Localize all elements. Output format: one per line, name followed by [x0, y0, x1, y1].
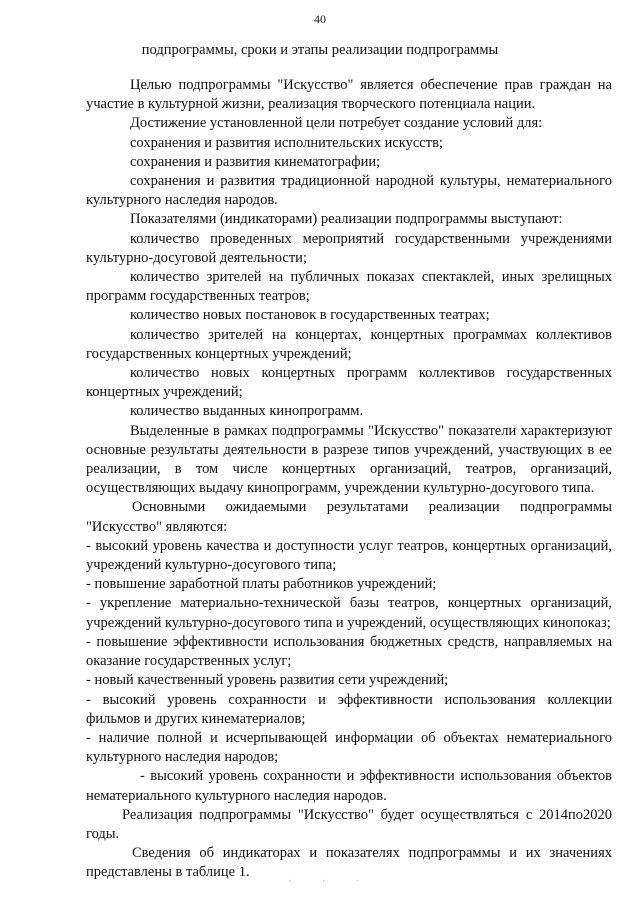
list-item: количество новых постановок в государственных театрах; — [130, 307, 490, 324]
list-item: сохранения и развития исполнительских искусств; — [130, 134, 443, 151]
list-item: количество зрителей на концертах, концертных программах коллективов государственных концертных учреждений; — [86, 326, 612, 362]
page-number: 40 — [314, 12, 326, 26]
list-item: - повышение заработной платы работников учреждений; — [86, 576, 437, 593]
paragraph-implementation-period: Реализация подпрограммы "Искусство" будет осуществляться с 2014по2020 годы. — [86, 806, 612, 842]
list-item: - укрепление материально-технической базы театров, концертных организаций, учреждений культурно-досугового типа и учреждений, осуществляющих кинопоказ; — [86, 595, 612, 631]
document-body — [86, 76, 612, 883]
list-item: сохранения и развития традиционной народной культуры, нематериального культурного наследия народов. — [86, 173, 612, 209]
list-item: - высокий уровень сохранности и эффективности использования коллекции фильмов и других кинематериалов; — [86, 691, 612, 727]
paragraph-indicators-intro: Показателями (индикаторами) реализации подпрограммы выступают: — [130, 211, 563, 228]
list-item: количество новых концертных программ коллективов государственных концертных учреждений; — [86, 365, 612, 401]
paragraph-goal: Целью подпрограммы "Искусство" является обеспечение прав граждан на участие в культурной жизни, реализация творческого потенциала нации. — [86, 77, 612, 113]
list-item: - высокий уровень сохранности и эффективности использования объектов нематериального культурного наследия народов. — [86, 768, 612, 804]
list-item: - новый качественный уровень развития сети учреждений; — [86, 672, 449, 689]
list-item: количество зрителей на публичных показах спектаклей, иных зрелищных программ государственных театров; — [86, 269, 612, 305]
scan-specks: · · · — [288, 876, 373, 887]
list-item: сохранения и развития кинематографии; — [130, 153, 381, 170]
list-item: количество проведенных мероприятий государственными учреждениями культурно-досуговой деятельности; — [86, 230, 612, 266]
paragraph-conditions-intro: Достижение установленной цели потребует создание условий для: — [130, 115, 543, 132]
paragraph-table-reference: Сведения об индикаторах и показателях подпрограммы и их значениях представлены в таблице 1. — [86, 845, 612, 881]
paragraph-indicators-description: Выделенные в рамках подпрограммы "Искусство" показатели характеризуют основные результаты деятельности в разрезе типов учреждений, участвующих в ее реализации, в том числе концертных организаций, театров, организаций, осуществляющих выдачу кинопрограмм, учреждении культурно-досугового типа. — [86, 422, 612, 497]
section-heading: подпрограммы, сроки и этапы реализации подпрограммы — [141, 42, 499, 58]
list-item: - повышение эффективности использования бюджетных средств, направляемых на оказание государственных услуг; — [86, 633, 612, 670]
paragraph-results-intro: Основными ожидаемыми результатами реализации подпрограммы "Искусство" являются: — [86, 499, 612, 535]
list-item: количество выданных кинопрограмм. — [130, 403, 364, 420]
list-item: - наличие полной и исчерпывающей информации об объектах нематериального культурного наследия народов; — [86, 729, 612, 766]
list-item: - высокий уровень качества и доступности услуг театров, концертных организаций, учреждений культурно-досугового типа; — [86, 537, 612, 574]
